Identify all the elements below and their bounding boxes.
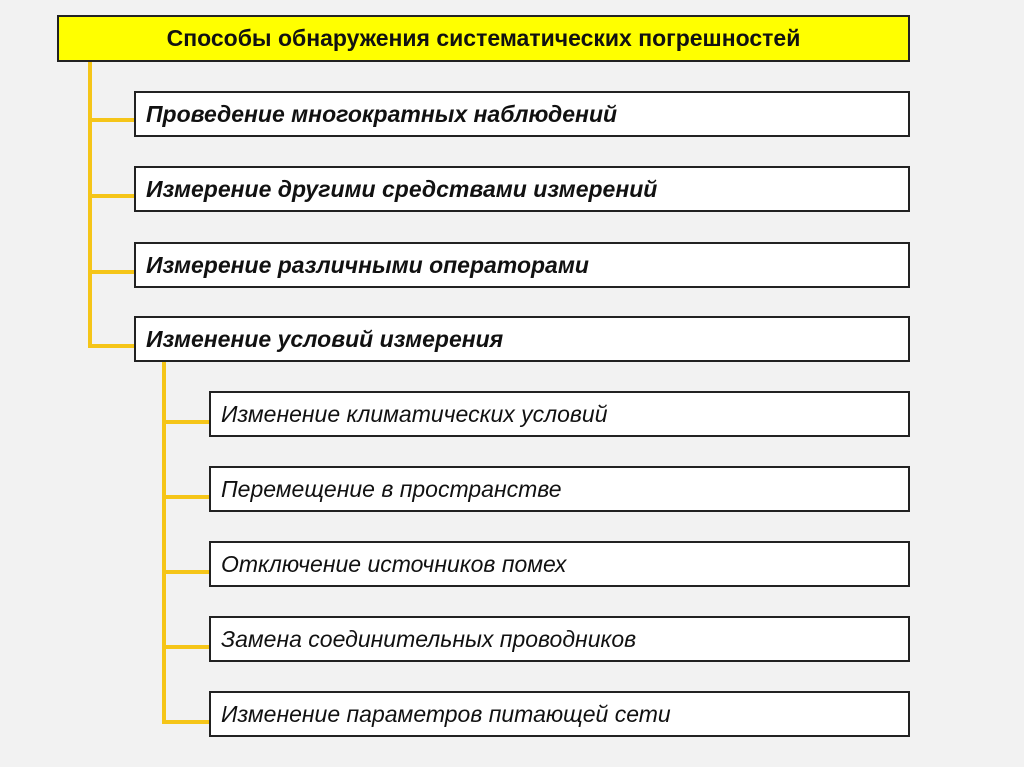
- connector-sub-1: [162, 420, 209, 424]
- connector-method-1: [88, 118, 134, 122]
- method-box-4: [134, 316, 910, 362]
- method-box-1: [134, 91, 910, 137]
- method-box-2: [134, 166, 910, 212]
- connector-sub-3: [162, 570, 209, 574]
- method-label: Изменение условий измерения: [146, 325, 504, 352]
- sub-method-box-1: [209, 391, 910, 437]
- root-trunk-connector: [88, 62, 92, 348]
- method-label: Измерение другими средствами измерений: [146, 175, 658, 202]
- connector-method-3: [88, 270, 134, 274]
- sub-method-box-2: [209, 466, 910, 512]
- connector-sub-5: [162, 720, 209, 724]
- sub-method-box-3: [209, 541, 910, 587]
- method-label: Проведение многократных наблюдений: [146, 100, 618, 127]
- connector-method-4: [88, 344, 134, 348]
- sub-method-label: Изменение параметров питающей сети: [221, 700, 671, 727]
- connector-method-2: [88, 194, 134, 198]
- method-box-3: [134, 242, 910, 288]
- sub-method-label: Перемещение в пространстве: [221, 475, 562, 502]
- sub-method-label: Изменение климатических условий: [221, 400, 608, 427]
- sub-method-box-4: [209, 616, 910, 662]
- sub-method-label: Замена соединительных проводников: [221, 625, 637, 652]
- root-label: Способы обнаружения систематических погрешностей: [166, 25, 801, 51]
- sub-trunk-connector: [162, 361, 166, 724]
- method-label: Измерение различными операторами: [146, 251, 589, 278]
- sub-method-label: Отключение источников помех: [221, 550, 567, 577]
- connector-sub-2: [162, 495, 209, 499]
- connector-sub-4: [162, 645, 209, 649]
- sub-method-box-5: [209, 691, 910, 737]
- root-box: [57, 15, 910, 62]
